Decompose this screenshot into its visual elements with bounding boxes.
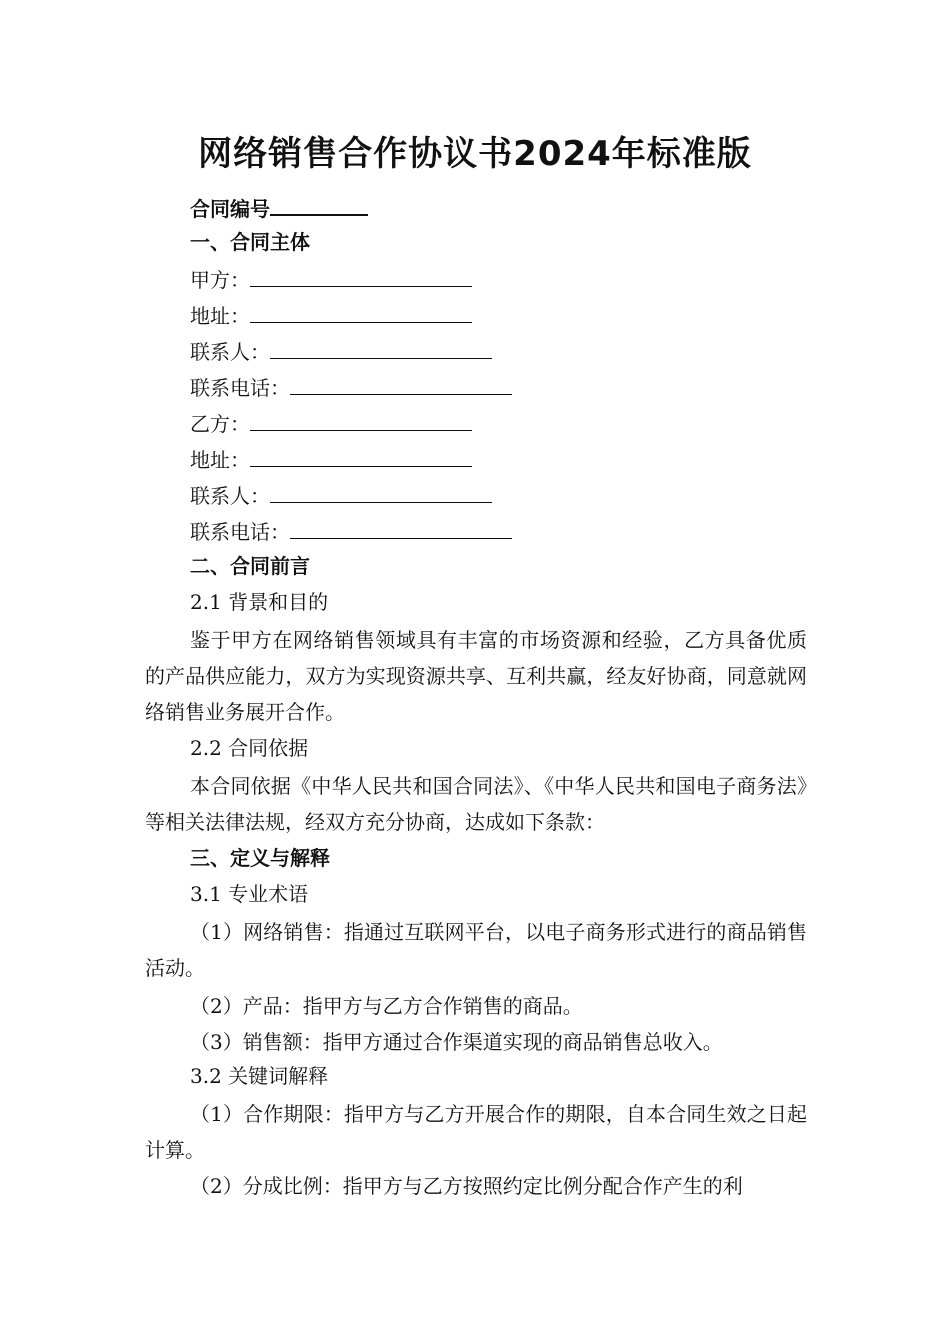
section3-1-heading: 3.1 专业术语 (190, 882, 309, 906)
party-a-contact-field[interactable] (270, 336, 492, 359)
party-b-address-field[interactable] (250, 444, 472, 467)
party-b-row (190, 408, 472, 438)
section2-1-heading: 2.1 背景和目的 (190, 590, 329, 614)
party-b-phone-label: 联系电话： (190, 520, 290, 544)
contract-number-field[interactable] (270, 192, 368, 216)
page-title: 网络销售合作协议书2024年标准版 (198, 134, 752, 174)
party-a-label: 甲方： (190, 268, 250, 292)
section3-2-item1: （1）合作期限：指甲方与乙方开展合作的期限，自本合同生效之日起计算。 (145, 1102, 807, 1162)
party-b-contact-row (190, 480, 492, 510)
party-b-field[interactable] (250, 408, 472, 431)
section1-heading: 一、合同主体 (190, 230, 310, 254)
section3-1-item2: （2）产品：指甲方与乙方合作销售的商品。 (190, 994, 583, 1018)
section3-1-item1: （1）网络销售：指通过互联网平台，以电子商务形式进行的商品销售活动。 (145, 920, 807, 980)
party-a-phone-label: 联系电话： (190, 376, 290, 400)
party-a-address-row (190, 300, 472, 330)
party-a-phone-field[interactable] (290, 372, 512, 395)
section3-heading: 三、定义与解释 (190, 846, 330, 870)
section2-2-heading: 2.2 合同依据 (190, 736, 309, 760)
party-b-phone-row (190, 516, 512, 546)
party-b-phone-field[interactable] (290, 516, 512, 539)
party-b-contact-label: 联系人： (190, 484, 270, 508)
section2-2-text: 本合同依据《中华人民共和国合同法》、《中华人民共和国电子商务法》等相关法律法规，经双方充分协商，达成如下条款： (145, 774, 807, 834)
party-b-contact-field[interactable] (270, 480, 492, 503)
section2-1-text: 鉴于甲方在网络销售领域具有丰富的市场资源和经验，乙方具备优质的产品供应能力，双方为实现资源共享、互利共赢，经友好协商，同意就网络销售业务展开合作。 (145, 628, 807, 724)
party-b-address-row (190, 444, 472, 474)
section2-heading: 二、合同前言 (190, 554, 310, 578)
party-a-row (190, 264, 472, 294)
party-a-phone-row (190, 372, 512, 402)
party-a-contact-row (190, 336, 492, 366)
contract-number-label: 合同编号 (190, 197, 270, 221)
party-a-field[interactable] (250, 264, 472, 287)
section3-1-item3: （3）销售额：指甲方通过合作渠道实现的商品销售总收入。 (190, 1030, 723, 1054)
party-a-contact-label: 联系人： (190, 340, 270, 364)
party-b-address-label: 地址： (190, 448, 250, 472)
party-b-label: 乙方： (190, 412, 250, 436)
party-a-address-label: 地址： (190, 304, 250, 328)
party-a-address-field[interactable] (250, 300, 472, 323)
contract-number-row (190, 192, 368, 223)
section3-2-item2: （2）分成比例：指甲方与乙方按照约定比例分配合作产生的利 (190, 1174, 743, 1198)
section3-2-heading: 3.2 关键词解释 (190, 1064, 329, 1088)
